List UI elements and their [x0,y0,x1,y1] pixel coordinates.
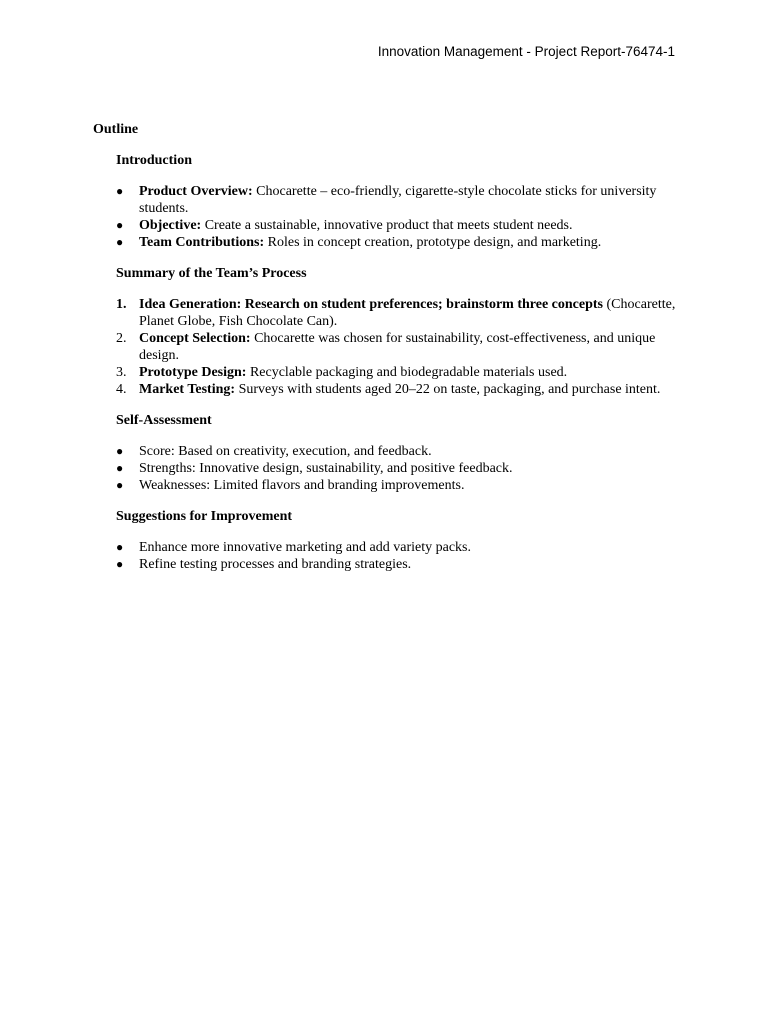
item-text: Surveys with students aged 20–22 on taste, packaging, and purchase intent. [235,382,661,397]
item-label: Objective: [139,218,202,233]
item-text: Chocarette – eco-friendly, cigarette-style chocolate sticks for university students. [139,184,657,216]
item-text: Weaknesses: Limited flavors and branding improvements. [139,478,465,493]
item-label: Market Testing: [139,382,236,397]
process-list [116,296,683,398]
list-item [116,183,683,217]
introduction-list [116,183,683,251]
introduction-heading: Introduction [116,153,192,168]
list-item [116,556,683,573]
item-text: Create a sustainable, innovative product that meets student needs. [201,218,573,233]
section-introduction [116,152,683,573]
item-text: (Chocarette, Planet Globe, Fish Chocolate Can). [139,297,676,329]
number-marker: 3. [116,365,127,380]
item-text: Chocarette was chosen for sustainability, cost-effectiveness, and unique design. [139,331,656,363]
bullet-marker: ● [116,461,124,475]
list-item [116,234,683,251]
number-marker: 2. [116,331,127,346]
number-marker: 4. [116,382,127,397]
item-label: Concept Selection: [139,331,251,346]
page-header: Innovation Management - Project Report-76474-1 [377,44,675,59]
list-item [116,477,683,494]
bullet-marker: ● [116,235,124,249]
bullet-marker: ● [116,540,124,554]
bullet-marker: ● [116,478,124,492]
item-label: Idea Generation: Research on student preferences; brainstorm three concepts [139,297,604,312]
bullet-marker: ● [116,218,124,232]
item-text: Refine testing processes and branding strategies. [139,557,412,572]
list-item [116,296,683,330]
list-item [116,330,683,364]
list-item [116,217,683,234]
number-marker: 1. [116,297,127,312]
item-label: Prototype Design: [139,365,247,380]
item-text: Enhance more innovative marketing and add variety packs. [139,540,471,555]
document-body [93,121,683,587]
item-text: Score: Based on creativity, execution, and feedback. [139,444,432,459]
item-text: Recyclable packaging and biodegradable materials used. [246,365,568,380]
list-item [116,381,683,398]
item-label: Team Contributions: [139,235,265,250]
bullet-marker: ● [116,184,124,198]
improvement-heading: Suggestions for Improvement [116,509,293,524]
self-assessment-heading: Self-Assessment [116,413,212,428]
list-item [116,364,683,381]
list-item [116,539,683,556]
bullet-marker: ● [116,557,124,571]
process-heading: Summary of the Team’s Process [116,266,307,281]
outline-heading: Outline [93,122,139,137]
bullet-marker: ● [116,444,124,458]
item-text: Strengths: Innovative design, sustainability, and positive feedback. [139,461,513,476]
list-item [116,460,683,477]
self-assessment-list [116,443,683,494]
item-text: Roles in concept creation, prototype design, and marketing. [264,235,602,250]
list-item [116,443,683,460]
improvement-list [116,539,683,573]
item-label: Product Overview: [139,184,253,199]
